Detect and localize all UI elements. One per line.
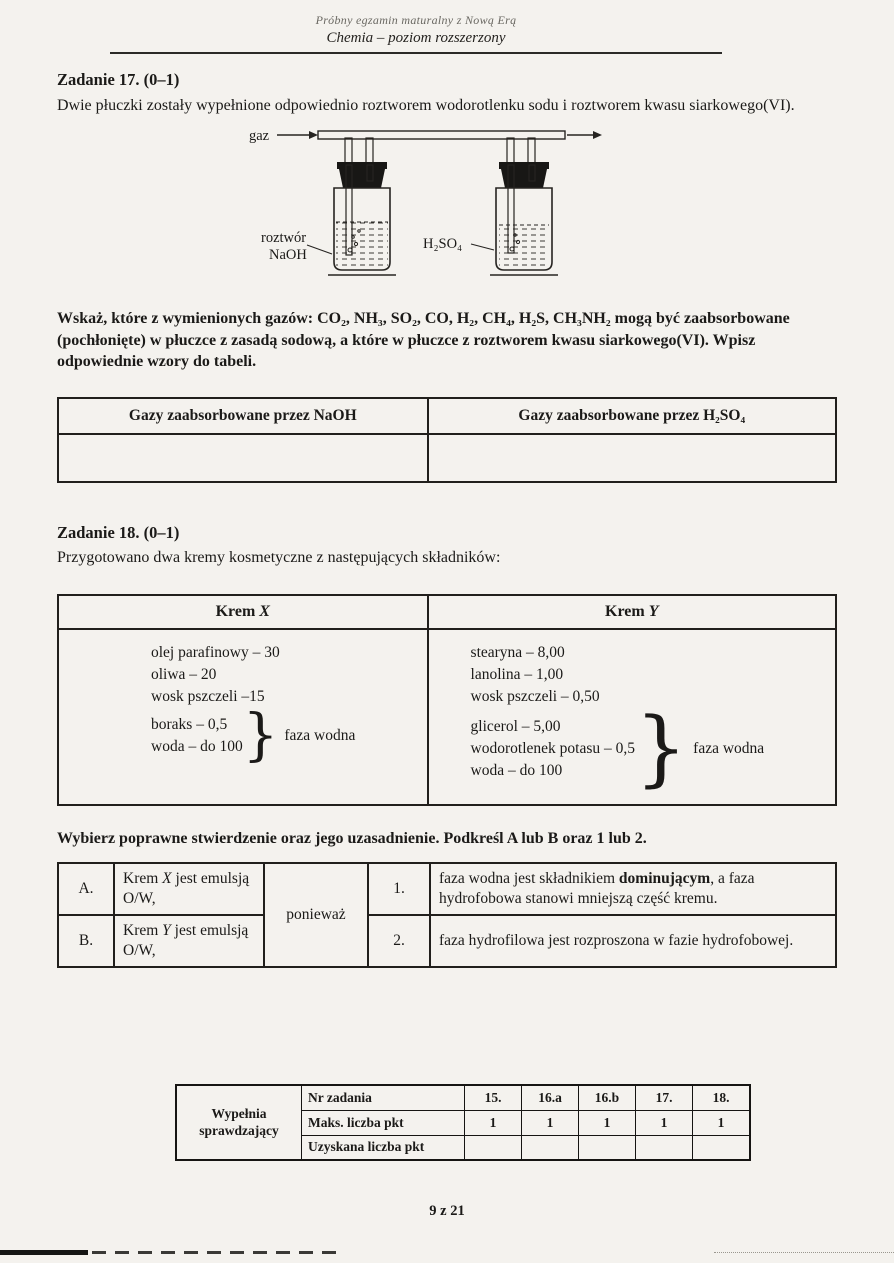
score-cell: 1	[636, 1110, 693, 1135]
task17-instruction: Wskaż, które z wymienionych gazów: CO₂, NH₃, SO₂, CO, H₂, CH₄, H₂S, CH₃NH₂ mogą być zaabsorbowane (pochłonięte) w płuczce z zasadą sodową, a które w płuczce z roztworem kwasu siarkowego(VI). Wpisz odpowiednie wzory do tabeli.	[57, 310, 790, 371]
score-cell: 1	[693, 1110, 751, 1135]
right-outlet-tube-upper	[528, 138, 535, 165]
option-b-row	[58, 915, 836, 967]
ingredient: woda – do 100	[151, 738, 243, 756]
option-a-statement: Krem X jest emulsją O/W,	[114, 863, 264, 915]
score-cell: 17.	[636, 1085, 693, 1110]
cream-body-row	[58, 629, 836, 805]
naoh-label-line2: NaOH	[269, 247, 307, 264]
reason-2-label: 2.	[368, 915, 430, 967]
cream-y-ingredients	[470, 642, 827, 797]
gas-inlet-arrowhead	[309, 131, 318, 139]
right-inlet-tube-upper	[507, 138, 514, 165]
water-phase-label: faza wodna	[284, 727, 356, 745]
header-divider	[110, 52, 722, 54]
ingredient: olej parafinowy – 30	[151, 644, 280, 662]
score-cell: 15.	[465, 1085, 522, 1110]
score-cell: 16.b	[579, 1085, 636, 1110]
score-cell	[579, 1135, 636, 1160]
option-a-row	[58, 863, 836, 915]
scan-dots-artifact	[714, 1252, 894, 1253]
ingredient: stearyna – 8,00	[470, 644, 565, 662]
examiner-box-label: Wypełnia sprawdzający	[176, 1085, 302, 1160]
reason-2-text: faza hydrofilowa jest rozproszona w fazie hydrofobowej.	[430, 915, 836, 967]
water-phase-label: faza wodna	[693, 740, 765, 758]
brace-icon: }	[635, 701, 688, 797]
score-label-task-number: Nr zadania	[302, 1085, 465, 1110]
right-liquid	[499, 225, 549, 266]
right-bottle	[490, 138, 558, 275]
task17-title: Zadanie 17. (0–1)	[57, 70, 180, 89]
score-label-earned-points: Uzyskana liczba pkt	[302, 1135, 465, 1160]
scan-artifact	[0, 1250, 360, 1255]
score-cell: 1	[465, 1110, 522, 1135]
score-cell	[693, 1135, 751, 1160]
score-label-max-points: Maks. liczba pkt	[302, 1110, 465, 1135]
page-number: 9 z 21	[429, 1203, 465, 1220]
h2so4-label: H₂SO₄	[423, 236, 463, 253]
left-bottle	[328, 138, 396, 275]
score-cell: 1	[579, 1110, 636, 1135]
h2so4-pointer-line	[471, 244, 494, 250]
task18-intro: Przygotowano dwa kremy kosmetyczne z następujących składników:	[57, 548, 501, 566]
task18-title: Zadanie 18. (0–1)	[57, 522, 180, 542]
gases-answer-row	[58, 434, 836, 482]
page-header	[110, 0, 722, 54]
score-cell: 16.a	[522, 1085, 579, 1110]
cream-y-header: Krem Y	[428, 595, 836, 629]
gas-washing-bottles-diagram	[225, 118, 655, 296]
reason-1-label: 1.	[368, 863, 430, 915]
cream-y-water-phase-group	[470, 701, 827, 797]
exam-subject-title: Chemia – poziom rozszerzony	[326, 30, 506, 46]
cream-composition-table	[57, 594, 837, 806]
gas-label: gaz	[249, 128, 270, 145]
cream-x-ingredients	[151, 642, 419, 769]
ingredient: wosk pszczeli – 0,50	[470, 688, 600, 706]
score-cell	[636, 1135, 693, 1160]
cream-x-header: Krem X	[58, 595, 428, 629]
score-cell	[522, 1135, 579, 1160]
naoh-pointer-line	[307, 245, 332, 254]
braced-ingredients	[471, 716, 635, 782]
because-cell: ponieważ	[264, 863, 368, 968]
task17-intro: Dwie płuczki zostały wypełnione odpowiednio roztworem wodorotlenku sodu i roztworem kwasu siarkowego(VI).	[57, 97, 795, 114]
ingredient: glicerol – 5,00	[470, 718, 561, 736]
score-row-task-numbers	[176, 1085, 750, 1110]
ingredient: boraks – 0,5	[151, 716, 228, 734]
ingredient: woda – do 100	[470, 762, 563, 780]
left-outlet-tube-upper	[366, 138, 373, 165]
option-b-statement: Krem Y jest emulsją O/W,	[114, 915, 264, 967]
h2so4-column-header: Gazy zaabsorbowane przez H₂SO₄	[428, 398, 836, 434]
score-cell: 1	[522, 1110, 579, 1135]
h2so4-answer-cell	[428, 434, 836, 482]
cream-x-cell	[58, 629, 428, 805]
statement-justification-table	[57, 862, 837, 969]
braced-ingredients	[151, 714, 243, 758]
naoh-answer-cell	[58, 434, 428, 482]
exam-series-title: Próbny egzamin maturalny z Nową Erą	[315, 13, 517, 27]
apparatus-diagram-svg	[225, 118, 655, 296]
reason-1-text: faza wodna jest składnikiem dominującym, a faza hydrofobowa stanowi mniejszą część kremu.	[430, 863, 836, 915]
option-b-label: B.	[58, 915, 114, 967]
brace-icon: }	[242, 703, 279, 769]
ingredient: wodorotlenek potasu – 0,5	[470, 740, 635, 758]
gases-answer-table	[57, 397, 837, 483]
cream-y-cell	[428, 629, 836, 805]
score-cell: 18.	[693, 1085, 751, 1110]
left-inlet-tube-upper	[345, 138, 352, 165]
ingredient: wosk pszczeli –15	[151, 688, 265, 706]
cream-header-row	[58, 595, 836, 629]
cream-x-water-phase-group	[151, 703, 419, 769]
task18-choose-instruction: Wybierz poprawne stwierdzenie oraz jego uzasadnienie. Podkreśl A lub B oraz 1 lub 2.	[57, 830, 647, 848]
left-stopper-cap	[337, 162, 387, 169]
ingredient: oliwa – 20	[151, 666, 217, 684]
left-liquid	[336, 222, 388, 266]
gases-header-row	[58, 398, 836, 434]
option-a-label: A.	[58, 863, 114, 915]
right-stopper-cap	[499, 162, 549, 169]
ingredient: lanolina – 1,00	[470, 666, 564, 684]
examiner-scoring-table	[175, 1084, 751, 1161]
naoh-label-line1: roztwór	[261, 230, 307, 247]
score-cell	[465, 1135, 522, 1160]
gas-outlet-arrowhead	[593, 131, 602, 139]
naoh-column-header: Gazy zaabsorbowane przez NaOH	[58, 398, 428, 434]
